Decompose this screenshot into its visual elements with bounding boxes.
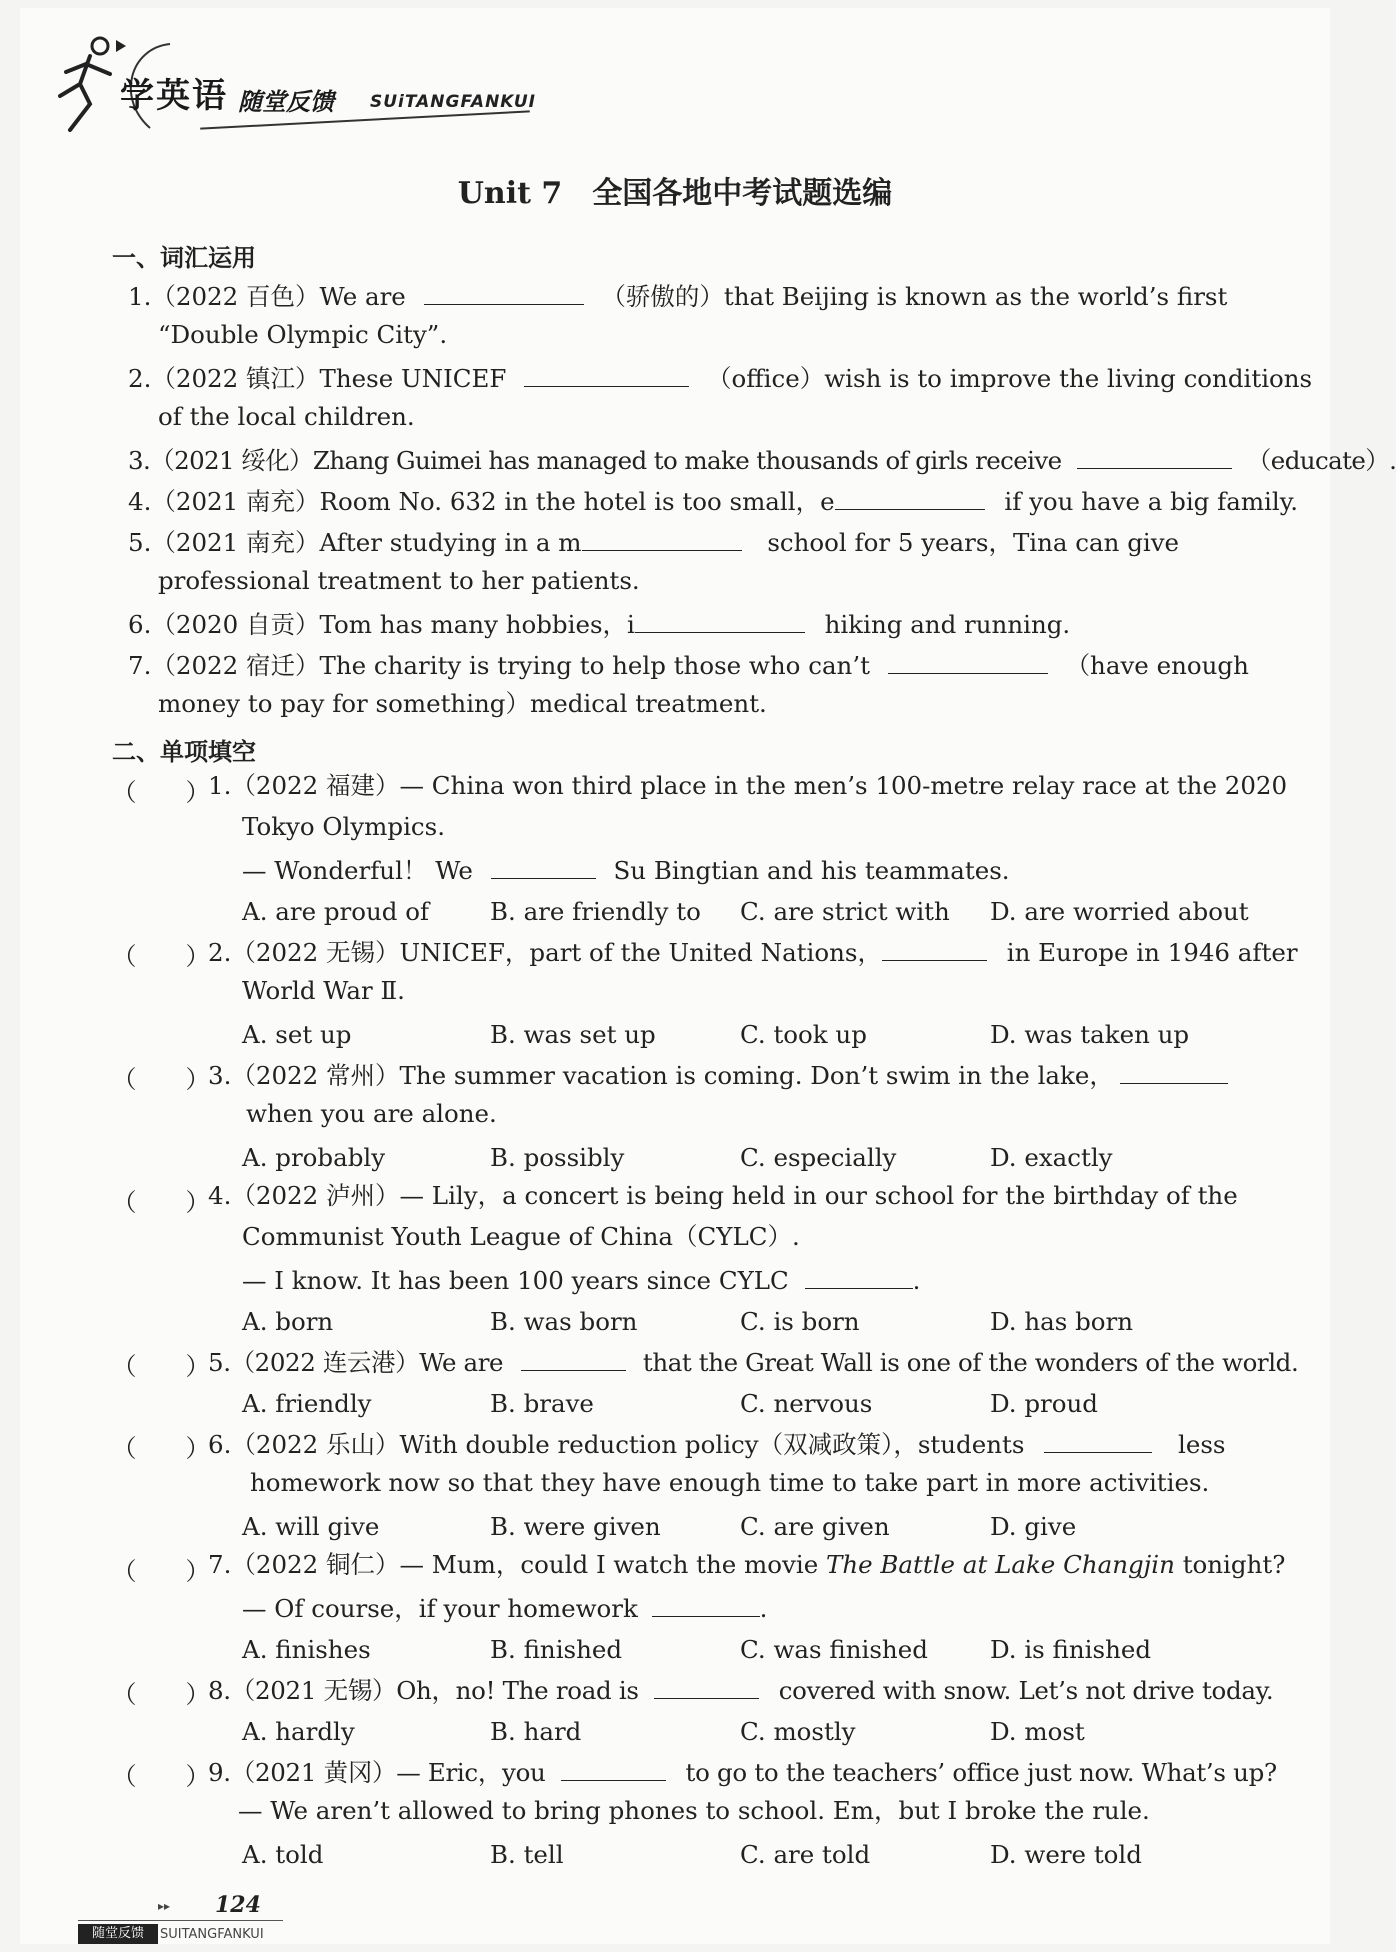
- option-c[interactable]: C. took up: [740, 1020, 867, 1049]
- answer-blank[interactable]: [654, 1676, 759, 1699]
- option-a[interactable]: A. are proud of: [242, 897, 430, 926]
- answer-blank[interactable]: [524, 364, 689, 387]
- option-b[interactable]: B. tell: [490, 1840, 564, 1869]
- answer-paren[interactable]: （ ）: [112, 1065, 210, 1094]
- choice-q1: 1.（2022 福建）— China won third place in the men’s 100-metre relay race at the 2020: [208, 771, 1288, 800]
- option-c[interactable]: C. are strict with: [740, 897, 950, 926]
- choice-q6-cont: homework now so that they have enough time to take part in more activities.: [250, 1468, 1210, 1497]
- answer-blank[interactable]: [561, 1758, 666, 1781]
- answer-paren[interactable]: （ ）: [112, 1352, 210, 1381]
- option-c[interactable]: C. nervous: [740, 1389, 873, 1418]
- option-b[interactable]: B. were given: [490, 1512, 661, 1541]
- choice-q6: 6.（2022 乐山）With double reduction policy（双减政策），students less: [208, 1430, 1226, 1459]
- choice-q7: 7.（2022 铜仁）— Mum，could I watch the movie The Battle at Lake Changjin tonight?: [208, 1550, 1286, 1579]
- option-b[interactable]: B. possibly: [490, 1143, 625, 1172]
- option-b[interactable]: B. finished: [490, 1635, 623, 1664]
- option-c[interactable]: C. especially: [740, 1143, 897, 1172]
- option-d[interactable]: D. exactly: [990, 1143, 1113, 1172]
- logo-title: 学英语: [120, 76, 228, 116]
- option-a[interactable]: A. set up: [242, 1020, 352, 1049]
- option-d[interactable]: D. was taken up: [990, 1020, 1190, 1049]
- choice-q1-cont: Tokyo Olympics.: [242, 812, 446, 841]
- movie-title: The Battle at Lake Changjin: [826, 1550, 1175, 1579]
- option-d[interactable]: D. proud: [990, 1389, 1098, 1418]
- vocab-item-7: 7.（2022 宿迁）The charity is trying to help those who can’t （have enough: [128, 651, 1249, 680]
- choice-q9: 9.（2021 黄冈）— Eric，you to go to the teachers’ office just now. What’s up?: [208, 1758, 1277, 1787]
- option-b[interactable]: B. was set up: [490, 1020, 656, 1049]
- option-d[interactable]: D. is finished: [990, 1635, 1152, 1664]
- page-number: 124: [215, 1892, 261, 1918]
- choice-q4: 4.（2022 泸州）— Lily，a concert is being held in our school for the birthday of the: [208, 1181, 1238, 1210]
- vocab-item-5: 5.（2021 南充）After studying in a m school for 5 years，Tina can give: [128, 528, 1180, 557]
- option-a[interactable]: A. born: [242, 1307, 334, 1336]
- option-a[interactable]: A. told: [242, 1840, 324, 1869]
- choice-q2: 2.（2022 无锡）UNICEF，part of the United Nations， in Europe in 1946 after: [208, 938, 1298, 967]
- answer-paren[interactable]: （ ）: [112, 942, 210, 971]
- section-heading-choice: 二、单项填空: [112, 738, 256, 766]
- logo-latin: SUiTANGFANKUI: [370, 92, 536, 112]
- option-a[interactable]: A. finishes: [242, 1635, 371, 1664]
- footer-rule: [78, 1920, 283, 1921]
- choice-q4-cont: Communist Youth League of China（CYLC）.: [242, 1222, 800, 1251]
- page-title: Unit 7 全国各地中考试题选编: [457, 176, 893, 211]
- choice-q5: 5.（2022 连云港）We are that the Great Wall is one of the wonders of the world.: [208, 1348, 1299, 1377]
- choice-q7-reply: — Of course，if your homework .: [242, 1594, 768, 1623]
- vocab-item-1-cont: “Double Olympic City”.: [158, 320, 448, 349]
- logo-subtitle: 随堂反馈: [238, 88, 334, 116]
- choice-q3-cont: when you are alone.: [246, 1099, 497, 1128]
- answer-blank[interactable]: [882, 938, 987, 961]
- header-logo: [50, 34, 570, 134]
- option-a[interactable]: A. friendly: [242, 1389, 372, 1418]
- answer-blank[interactable]: [424, 282, 584, 305]
- option-b[interactable]: B. brave: [490, 1389, 594, 1418]
- vocab-item-5-cont: professional treatment to her patients.: [158, 566, 640, 595]
- option-d[interactable]: D. give: [990, 1512, 1077, 1541]
- answer-paren[interactable]: （ ）: [112, 1680, 210, 1709]
- choice-q4-reply: — I know. It has been 100 years since CYLC .: [242, 1266, 921, 1295]
- answer-blank[interactable]: [1120, 1061, 1228, 1084]
- option-c[interactable]: C. was finished: [740, 1635, 928, 1664]
- answer-paren[interactable]: （ ）: [112, 778, 210, 807]
- answer-blank[interactable]: [491, 856, 596, 879]
- choice-q9-reply: — We aren’t allowed to bring phones to school. Em，but I broke the rule.: [238, 1796, 1150, 1825]
- option-a[interactable]: A. will give: [242, 1512, 380, 1541]
- footer-badge: 随堂反馈: [78, 1924, 158, 1944]
- option-c[interactable]: C. are given: [740, 1512, 890, 1541]
- option-a[interactable]: A. probably: [242, 1143, 386, 1172]
- option-c[interactable]: C. mostly: [740, 1717, 856, 1746]
- vocab-item-4: 4.（2021 南充）Room No. 632 in the hotel is too small，e if you have a big family.: [128, 487, 1299, 516]
- choice-q8: 8.（2021 无锡）Oh，no! The road is covered with snow. Let’s not drive today.: [208, 1676, 1274, 1705]
- option-a[interactable]: A. hardly: [242, 1717, 355, 1746]
- section-heading-vocabulary: 一、词汇运用: [112, 244, 256, 272]
- answer-paren[interactable]: （ ）: [112, 1762, 210, 1791]
- option-d[interactable]: D. most: [990, 1717, 1085, 1746]
- answer-blank[interactable]: [521, 1348, 626, 1371]
- option-d[interactable]: D. are worried about: [990, 897, 1249, 926]
- option-d[interactable]: D. were told: [990, 1840, 1142, 1869]
- answer-blank[interactable]: [1044, 1430, 1152, 1453]
- choice-q2-cont: World War Ⅱ.: [242, 976, 405, 1005]
- vocab-item-1: 1.（2022 百色）We are （骄傲的）that Beijing is known as the world’s first: [128, 282, 1228, 311]
- option-b[interactable]: B. hard: [490, 1717, 582, 1746]
- footer-latin: SUITANGFANKUI: [160, 1927, 264, 1942]
- vocab-item-6: 6.（2020 自贡）Tom has many hobbies，i hiking and running.: [128, 610, 1071, 639]
- answer-blank[interactable]: [1077, 446, 1232, 469]
- answer-paren[interactable]: （ ）: [112, 1557, 210, 1586]
- answer-blank[interactable]: [582, 528, 742, 551]
- option-b[interactable]: B. are friendly to: [490, 897, 701, 926]
- answer-blank[interactable]: [835, 487, 985, 510]
- footer-arrows-icon: ▸▸: [158, 1899, 171, 1913]
- vocab-item-2-cont: of the local children.: [158, 402, 415, 431]
- option-d[interactable]: D. has born: [990, 1307, 1134, 1336]
- answer-blank[interactable]: [652, 1594, 760, 1617]
- answer-paren[interactable]: （ ）: [112, 1188, 210, 1217]
- answer-blank[interactable]: [805, 1266, 913, 1289]
- choice-q3: 3.（2022 常州）The summer vacation is coming. Don’t swim in the lake，: [208, 1061, 1228, 1089]
- vocab-item-7-cont: money to pay for something）medical treatment.: [158, 689, 767, 718]
- answer-paren[interactable]: （ ）: [112, 1434, 210, 1463]
- vocab-item-2: 2.（2022 镇江）These UNICEF （office）wish is to improve the living conditions: [128, 364, 1313, 393]
- choice-q1-reply: — Wonderful！ We Su Bingtian and his teammates.: [242, 856, 1010, 885]
- vocab-item-3: 3.（2021 绥化）Zhang Guimei has managed to make thousands of girls receive （educate）.: [128, 446, 1396, 475]
- answer-blank[interactable]: [635, 610, 805, 633]
- answer-blank[interactable]: [888, 651, 1048, 674]
- option-c[interactable]: C. are told: [740, 1840, 871, 1869]
- option-b[interactable]: B. was born: [490, 1307, 638, 1336]
- option-c[interactable]: C. is born: [740, 1307, 860, 1336]
